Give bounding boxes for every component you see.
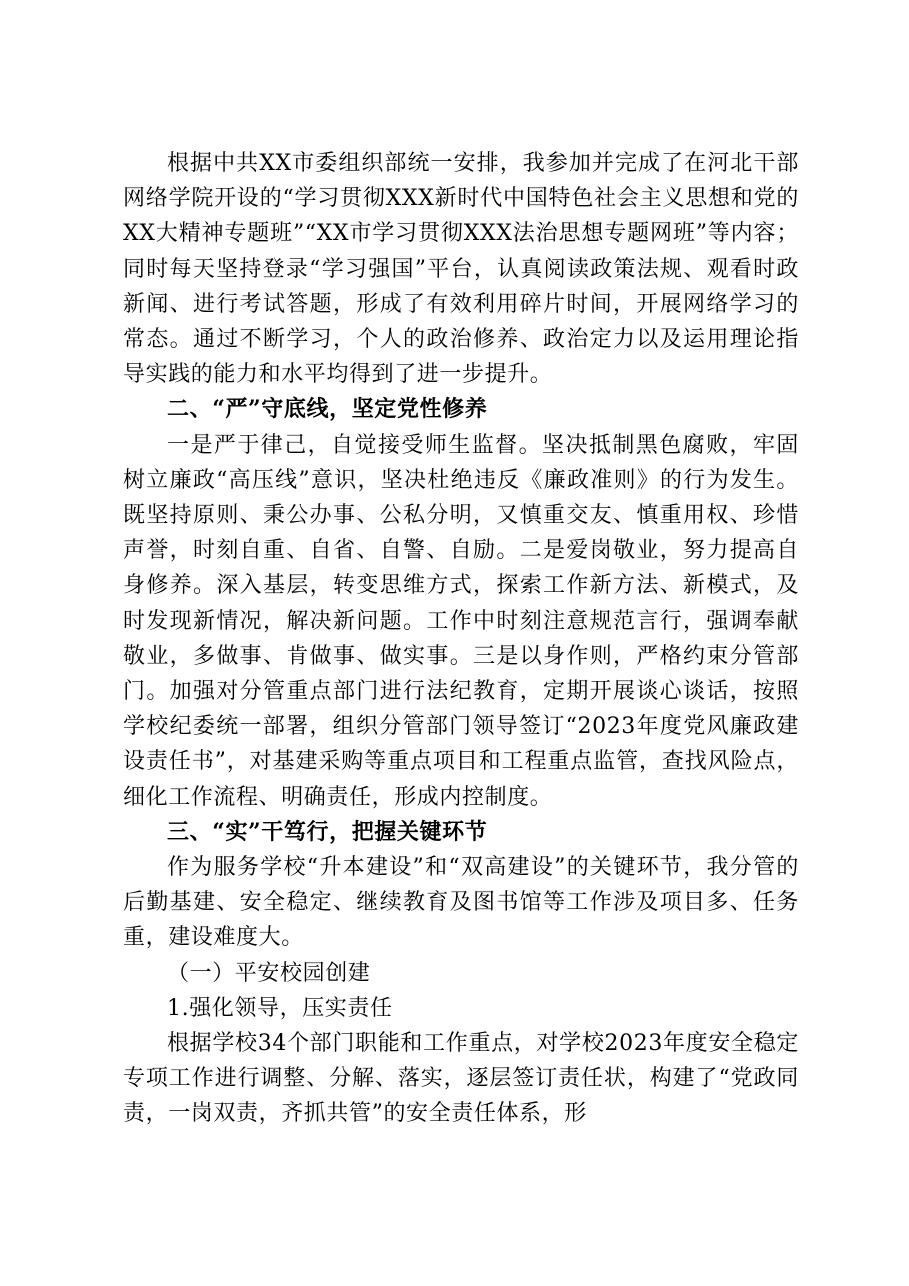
paragraph-discipline: 一是严于律己，自觉接受师生监督。坚决抵制黑色腐败，牢固树立廉政“高压线”意识，坚决杜绝违反《廉政准则》的行为发生。既坚持原则、秉公办事、公私分明，又慎重交友、慎重用权、珍惜声誉，时刻自重、自省、自警、自励。二是爱岗敬业，努力提高自身修养。深入基层，转变思维方式，探索工作新方法、新模式，及时发现新情况，解决新问题。工作中时刻注意规范言行，强调奉献敬业，多做事、肯做事、做实事。三是以身作则，严格约束分管部门。加强对分管重点部门进行法纪教育，定期开展谈心谈话，按照学校纪委统一部署，组织分管部门领导签订“2023年度党风廉政建设责任书”，对基建采购等重点项目和工程重点监管，查找风险点，细化工作流程、明确责任，形成内控制度。	[123, 432, 799, 810]
paragraph-responsibility: 根据学校34个部门职能和工作重点，对学校2023年度安全稳定专项工作进行调整、分解、落实，逐层签订责任状，构建了“党政同责，一岗双责，齐抓共管”的安全责任体系，形	[123, 1031, 799, 1127]
section-heading-discipline: 二、“严”守底线，坚定党性修养	[167, 396, 488, 423]
paragraph-key-links: 作为服务学校“升本建设”和“双高建设”的关键环节，我分管的后勤基建、安全稳定、继续教育及图书馆等工作涉及项目多、任务重，建设难度大。	[123, 855, 799, 951]
paragraph-online-learning: 根据中共XX市委组织部统一安排，我参加并完成了在河北干部网络学院开设的“学习贯彻XXX新时代中国特色社会主义思想和党的XX大精神专题班”“XX市学习贯彻XXX法治思想专题网班”等内容；同时每天坚持登录“学习强国”平台，认真阅读政策法规、观看时政新闻、进行考试答题，形成了有效利用碎片时间，开展网络学习的常态。通过不断学习，个人的政治修养、政治定力以及运用理论指导实践的能力和水平均得到了进一步提升。	[123, 151, 799, 388]
subheading-safe-campus: （一）平安校园创建	[167, 960, 371, 986]
document-page	[123, 146, 799, 1132]
subheading-leadership: 1.强化领导，压实责任	[167, 995, 393, 1021]
section-heading-practice: 三、“实”干笃行，把握关键环节	[167, 818, 488, 845]
